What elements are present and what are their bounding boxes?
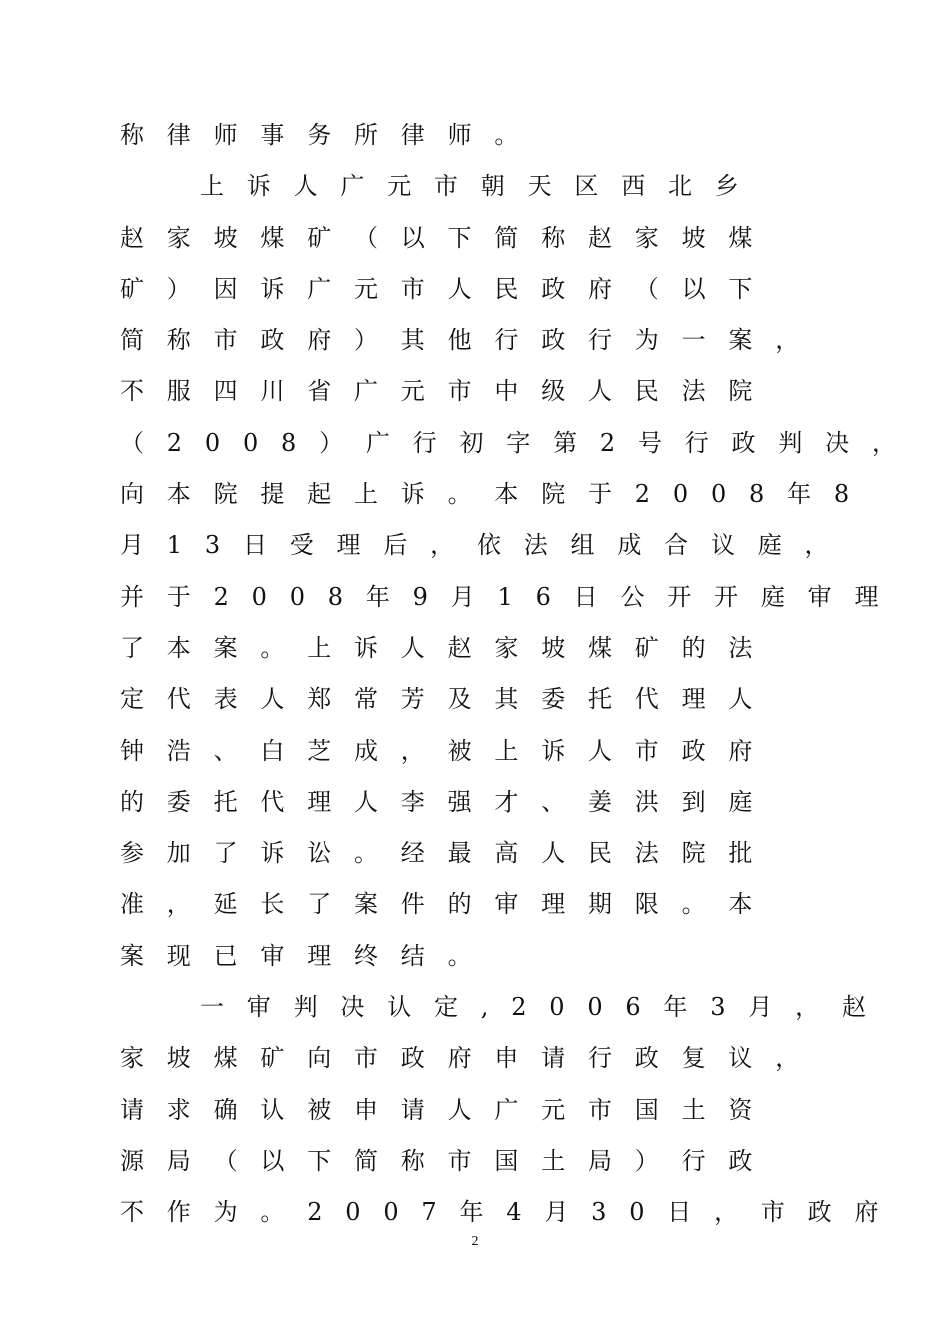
text-line: 不服四川省广元市中级人民法院 bbox=[120, 377, 776, 406]
text-line: 案现已审理终结。 bbox=[120, 941, 495, 970]
text-line: 定代表人郑常芳及其委托代理人 bbox=[120, 685, 776, 714]
page-number: 2 bbox=[471, 1234, 479, 1249]
text-line: 向本院提起上诉。本院于2008年8 bbox=[120, 480, 872, 509]
text-line: 的委托代理人李强才、姜洪到庭 bbox=[120, 787, 776, 816]
text-line: 家坡煤矿向市政府申请行政复议， bbox=[120, 1044, 822, 1073]
text-line: 矿）因诉广元市人民政府（以下 bbox=[120, 274, 776, 303]
text-line: 源局（以下简称市国土局）行政 bbox=[120, 1146, 776, 1175]
text-line: 参加了诉讼。经最高人民法院批 bbox=[120, 839, 776, 868]
text-line: 月13日受理后，依法组成合议庭， bbox=[120, 531, 852, 560]
text-line: 一审判决认定,2006年3月，赵 bbox=[200, 993, 889, 1022]
text-line: 称律师事务所律师。 bbox=[120, 121, 542, 149]
text-line: （2008）广行初字第2号行政判决， bbox=[120, 428, 919, 457]
text-line: 钟浩、白芝成，被上诉人市政府 bbox=[120, 736, 776, 765]
body-text bbox=[120, 110, 919, 1239]
text-line: 不作为。2007年4月30日，市政府 bbox=[120, 1198, 902, 1227]
text-line: 准，延长了案件的审理期限。本 bbox=[120, 890, 776, 919]
text-line: 上诉人广元市朝天区西北乡 bbox=[200, 172, 762, 201]
text-line: 了本案。上诉人赵家坡煤矿的法 bbox=[120, 633, 776, 662]
text-line: 赵家坡煤矿（以下简称赵家坡煤 bbox=[120, 223, 776, 252]
text-line: 请求确认被申请人广元市国土资 bbox=[120, 1095, 776, 1124]
text-line: 简称市政府）其他行政行为一案， bbox=[120, 326, 822, 355]
text-line: 并于2008年9月16日公开开庭审理 bbox=[120, 582, 902, 611]
